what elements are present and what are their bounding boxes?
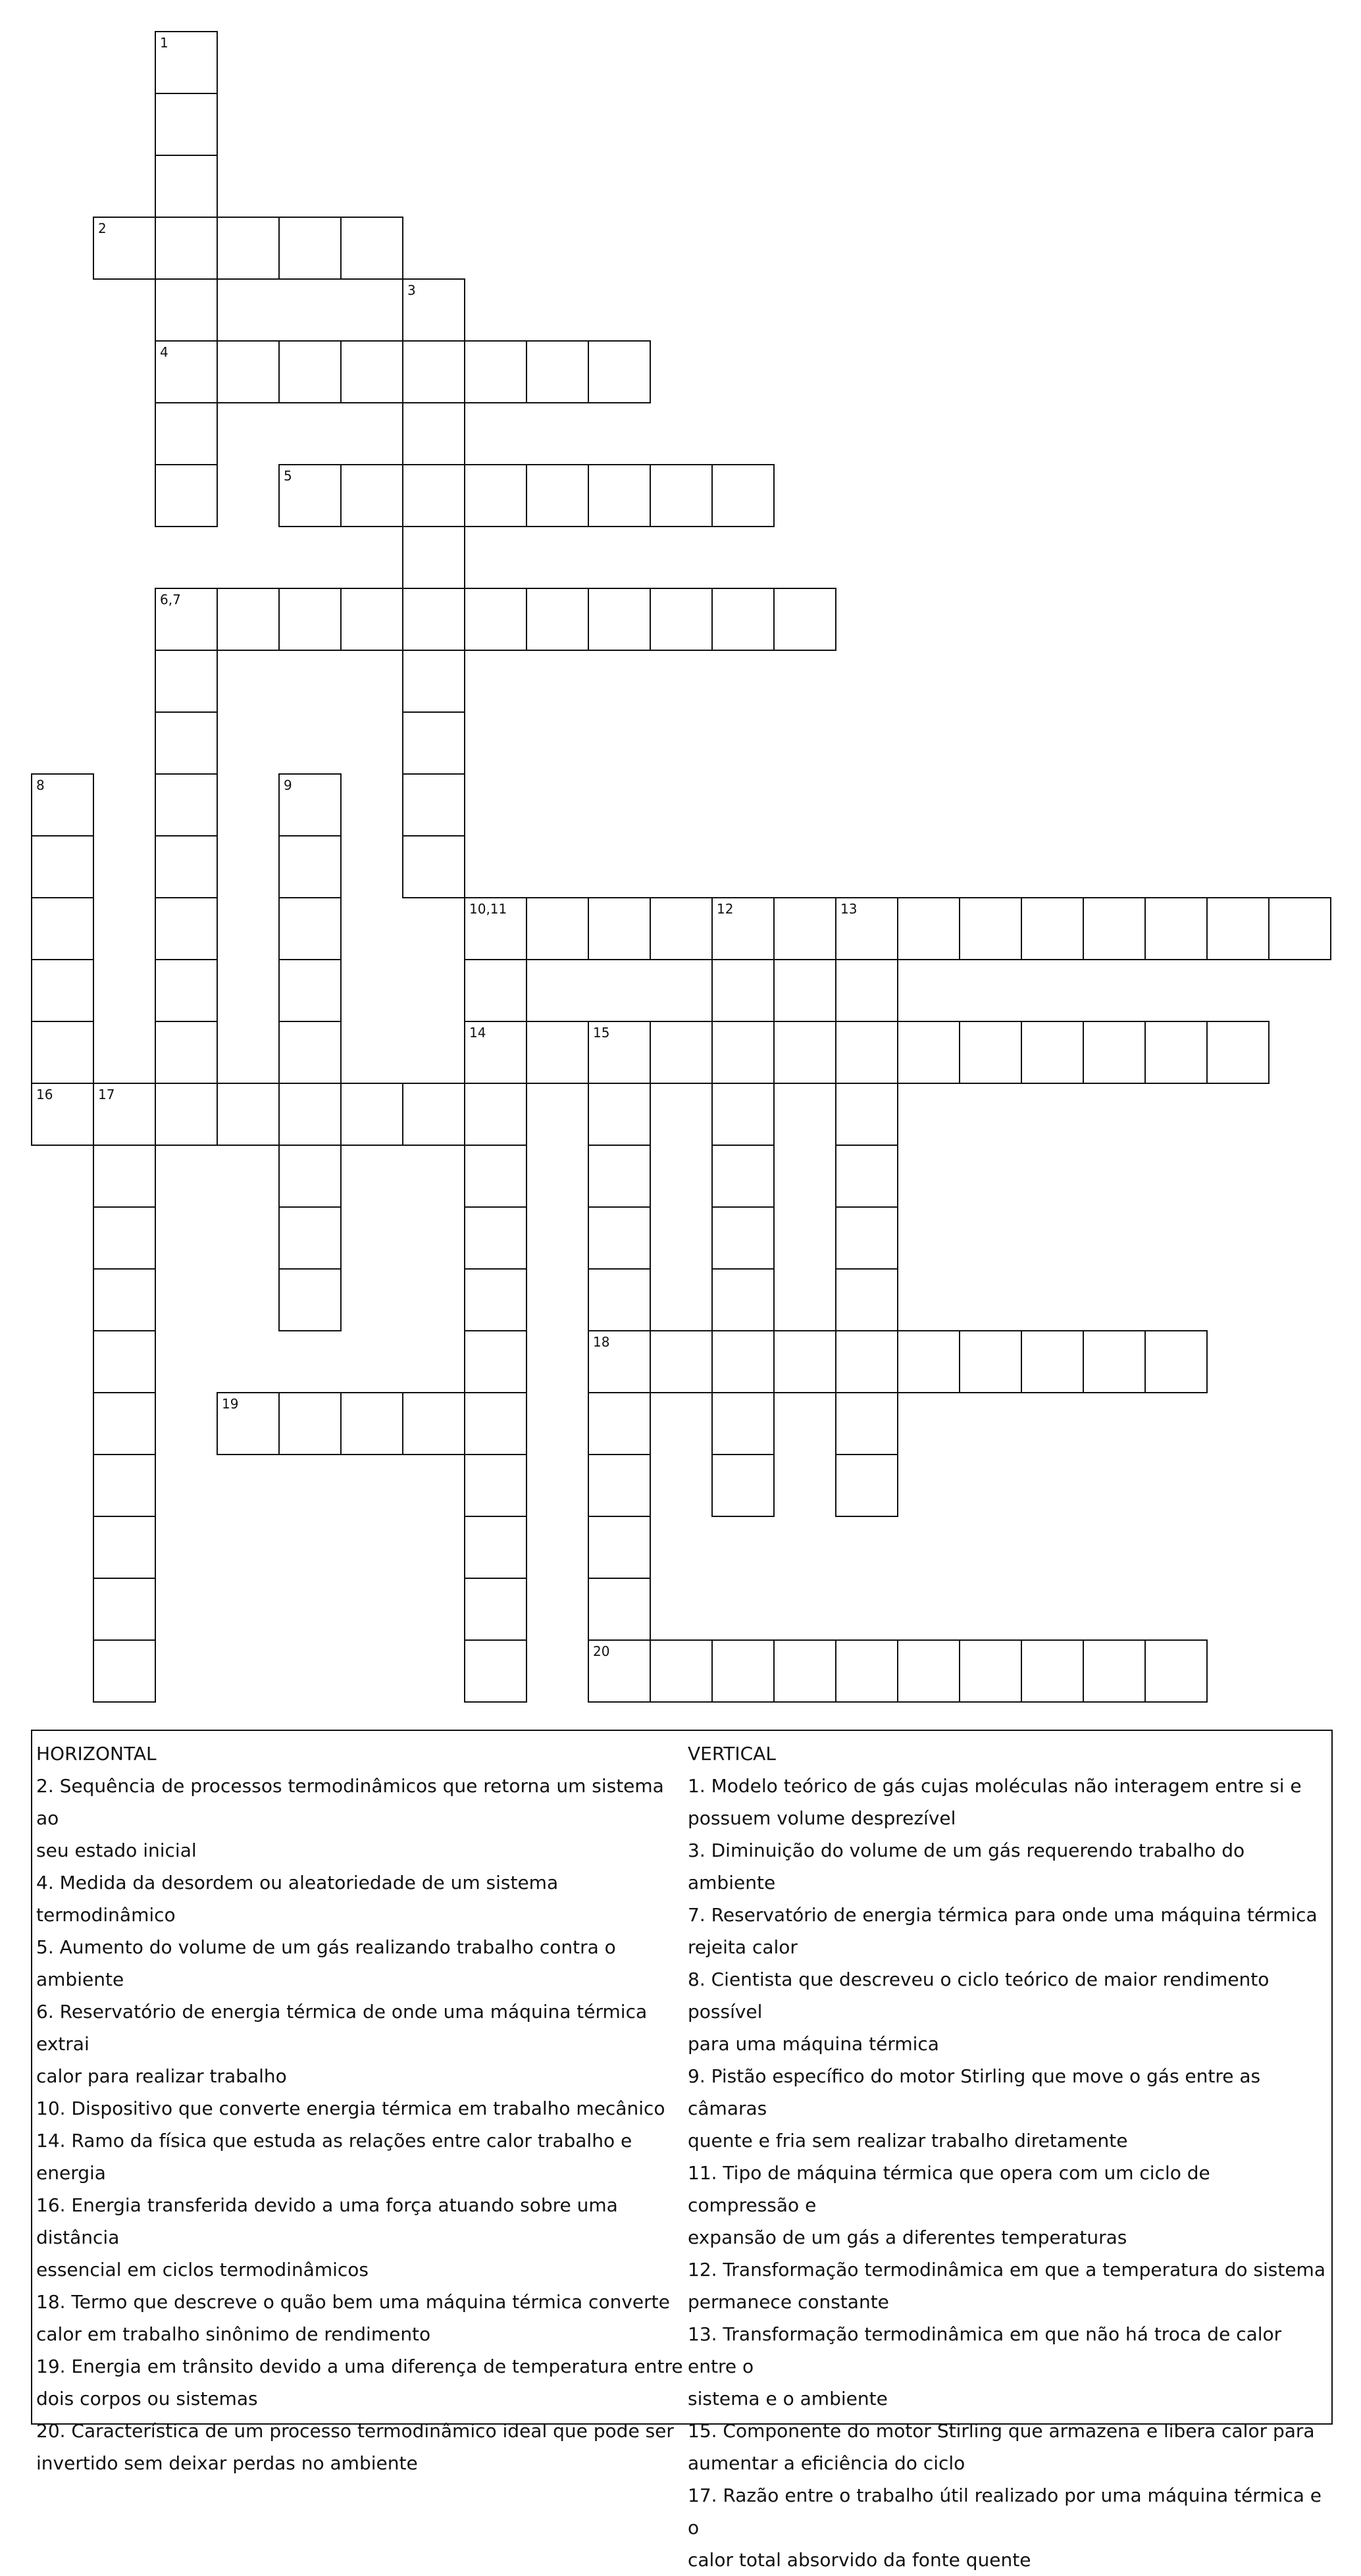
crossword-cell[interactable] <box>1268 897 1331 960</box>
crossword-cell[interactable] <box>93 1083 156 1146</box>
crossword-cell[interactable] <box>402 526 465 589</box>
crossword-cell[interactable] <box>93 1268 156 1331</box>
crossword-cell[interactable] <box>93 217 156 280</box>
crossword-cell[interactable] <box>93 1392 156 1455</box>
clue-line: calor total absorvido da fonte quente <box>688 2549 1031 2571</box>
crossword-cell[interactable] <box>773 1021 836 1084</box>
crossword-cell[interactable] <box>93 1578 156 1641</box>
crossword-cell[interactable] <box>217 340 280 403</box>
crossword-cell[interactable] <box>464 1516 527 1579</box>
crossword-cell[interactable] <box>155 340 218 403</box>
crossword-cell[interactable] <box>340 464 403 527</box>
crossword-cell[interactable] <box>526 588 589 651</box>
clue-line: 8. Cientista que descreveu o ciclo teórico de maior rendimento possível <box>688 1969 1270 2022</box>
crossword-cell[interactable] <box>526 897 589 960</box>
crossword-cell[interactable] <box>711 959 775 1022</box>
crossword-cell[interactable] <box>340 1392 403 1455</box>
crossword-cell[interactable] <box>464 959 527 1022</box>
crossword-cell[interactable] <box>588 588 651 651</box>
crossword-cell[interactable] <box>464 1268 527 1331</box>
crossword-cell[interactable] <box>711 1454 775 1517</box>
clue-line: 14. Ramo da física que estuda as relações entre calor trabalho e energia <box>36 2130 632 2184</box>
crossword-cell[interactable] <box>93 1516 156 1579</box>
crossword-cell[interactable] <box>464 1578 527 1641</box>
crossword-cell[interactable] <box>897 897 960 960</box>
clue-line: 18. Termo que descreve o quão bem uma máquina térmica converte <box>36 2291 670 2313</box>
clues-box <box>31 1730 1333 2571</box>
crossword-cell[interactable] <box>650 1021 713 1084</box>
crossword-cell[interactable] <box>1083 1639 1146 1703</box>
horizontal-clues <box>36 1738 684 2479</box>
crossword-cell[interactable] <box>588 1578 651 1641</box>
clue-line: calor em trabalho sinônimo de rendimento <box>36 2323 431 2345</box>
crossword-cell[interactable] <box>155 711 218 775</box>
crossword-cell[interactable] <box>402 1083 465 1146</box>
crossword-cell[interactable] <box>155 402 218 465</box>
crossword-cell[interactable] <box>31 773 94 837</box>
clue-number: 18 <box>593 1334 610 1350</box>
crossword-cell[interactable] <box>588 1021 651 1084</box>
clue-line: aumentar a eficiência do ciclo <box>688 2452 965 2474</box>
crossword-cell[interactable] <box>155 897 218 960</box>
crossword-cell[interactable] <box>278 1145 342 1208</box>
crossword-cell[interactable] <box>278 897 342 960</box>
crossword-cell[interactable] <box>155 588 218 651</box>
crossword-cell[interactable] <box>897 1330 960 1393</box>
crossword-cell[interactable] <box>711 1083 775 1146</box>
clue-line: 20. Característica de um processo termodinâmico ideal que pode ser <box>36 2420 674 2442</box>
crossword-cell[interactable] <box>711 1145 775 1208</box>
clue-number: 2 <box>98 220 107 236</box>
clue-line: seu estado inicial <box>36 1840 197 1861</box>
clue-number: 10,11 <box>469 901 507 917</box>
crossword-cell[interactable] <box>155 1021 218 1084</box>
crossword-cell[interactable] <box>588 1083 651 1146</box>
crossword-cell[interactable] <box>464 588 527 651</box>
crossword-cell[interactable] <box>1144 1639 1208 1703</box>
crossword-cell[interactable] <box>650 1330 713 1393</box>
clue-number: 17 <box>98 1087 115 1102</box>
crossword-cell[interactable] <box>464 1392 527 1455</box>
crossword-cell[interactable] <box>959 1330 1022 1393</box>
crossword-cell[interactable] <box>711 1392 775 1455</box>
crossword-cell[interactable] <box>31 1021 94 1084</box>
crossword-cell[interactable] <box>278 1021 342 1084</box>
clue-line: possuem volume desprezível <box>688 1807 956 1829</box>
crossword-cell[interactable] <box>959 897 1022 960</box>
crossword-cell[interactable] <box>835 1330 898 1393</box>
crossword-cell[interactable] <box>1021 1021 1084 1084</box>
crossword-cell[interactable] <box>402 464 465 527</box>
crossword-cell[interactable] <box>1021 1330 1084 1393</box>
crossword-cell[interactable] <box>711 588 775 651</box>
crossword-cell[interactable] <box>93 1206 156 1270</box>
clue-number: 20 <box>593 1643 610 1659</box>
crossword-cell[interactable] <box>217 1392 280 1455</box>
crossword-cell[interactable] <box>835 1021 898 1084</box>
crossword-cell[interactable] <box>526 464 589 527</box>
clue-number: 9 <box>284 777 292 793</box>
crossword-cell[interactable] <box>835 897 898 960</box>
crossword-cell[interactable] <box>278 340 342 403</box>
crossword-cell[interactable] <box>278 773 342 837</box>
crossword-cell[interactable] <box>835 1639 898 1703</box>
clue-line: 7. Reservatório de energia térmica para onde uma máquina térmica <box>688 1904 1318 1926</box>
clue-line: 4. Medida da desordem ou aleatoriedade de um sistema termodinâmico <box>36 1872 559 1926</box>
crossword-cell[interactable] <box>650 588 713 651</box>
crossword-cell[interactable] <box>340 1083 403 1146</box>
crossword-cell[interactable] <box>1083 1021 1146 1084</box>
crossword-cell[interactable] <box>217 1083 280 1146</box>
clue-line: 15. Componente do motor Stirling que armazena e libera calor para <box>688 2420 1315 2442</box>
crossword-cell[interactable] <box>278 1392 342 1455</box>
clue-line: 10. Dispositivo que converte energia térmica em trabalho mecânico <box>36 2098 665 2119</box>
clue-number: 13 <box>840 901 858 917</box>
clue-number: 19 <box>222 1396 239 1412</box>
clue-line: 12. Transformação termodinâmica em que a temperatura do sistema <box>688 2259 1325 2280</box>
crossword-cell[interactable] <box>402 711 465 775</box>
clue-line: permanece constante <box>688 2291 889 2313</box>
crossword-cell[interactable] <box>835 1392 898 1455</box>
crossword-cell[interactable] <box>278 1268 342 1331</box>
crossword-cell[interactable] <box>155 217 218 280</box>
crossword-cell[interactable] <box>340 588 403 651</box>
crossword-cell[interactable] <box>835 1268 898 1331</box>
crossword-cell[interactable] <box>402 278 465 342</box>
crossword-cell[interactable] <box>650 464 713 527</box>
crossword-cell[interactable] <box>93 1145 156 1208</box>
crossword-cell[interactable] <box>1144 897 1208 960</box>
clue-line: essencial em ciclos termodinâmicos <box>36 2259 369 2280</box>
crossword-cell[interactable] <box>588 1516 651 1579</box>
crossword-cell[interactable] <box>155 835 218 898</box>
crossword-cell[interactable] <box>897 1639 960 1703</box>
crossword-cell[interactable] <box>155 650 218 713</box>
crossword-cell[interactable] <box>402 835 465 898</box>
crossword-cell[interactable] <box>402 773 465 837</box>
crossword-cell[interactable] <box>588 1392 651 1455</box>
clue-line: dois corpos ou sistemas <box>36 2388 258 2409</box>
clue-number: 1 <box>160 35 168 51</box>
crossword-cell[interactable] <box>773 897 836 960</box>
crossword-cell[interactable] <box>897 1021 960 1084</box>
crossword-cell[interactable] <box>464 1021 527 1084</box>
crossword-cell[interactable] <box>711 1206 775 1270</box>
crossword-cell[interactable] <box>1083 1330 1146 1393</box>
clue-number: 4 <box>160 344 168 360</box>
crossword-cell[interactable] <box>588 340 651 403</box>
crossword-cell[interactable] <box>93 1639 156 1703</box>
crossword-cell[interactable] <box>835 1083 898 1146</box>
crossword-cell[interactable] <box>835 1206 898 1270</box>
crossword-cell[interactable] <box>31 835 94 898</box>
crossword-cell[interactable] <box>1021 1639 1084 1703</box>
crossword-cell[interactable] <box>464 1639 527 1703</box>
clue-line: expansão de um gás a diferentes temperaturas <box>688 2227 1127 2248</box>
crossword-cell[interactable] <box>155 155 218 218</box>
crossword-cell[interactable] <box>1083 897 1146 960</box>
crossword-cell[interactable] <box>1144 1330 1208 1393</box>
clue-line: 5. Aumento do volume de um gás realizando trabalho contra o ambiente <box>36 1936 616 1990</box>
crossword-cell[interactable] <box>464 1330 527 1393</box>
crossword-cell[interactable] <box>711 897 775 960</box>
crossword-cell[interactable] <box>588 1145 651 1208</box>
crossword-cell[interactable] <box>402 402 465 465</box>
clue-line: calor para realizar trabalho <box>36 2065 287 2087</box>
clue-number: 14 <box>469 1025 486 1041</box>
horizontal-heading: HORIZONTAL <box>36 1743 157 1765</box>
crossword-cell[interactable] <box>464 1083 527 1146</box>
crossword-cell[interactable] <box>1206 897 1270 960</box>
crossword-cell[interactable] <box>773 1639 836 1703</box>
crossword-cell[interactable] <box>402 588 465 651</box>
crossword-cell[interactable] <box>155 959 218 1022</box>
crossword-cell[interactable] <box>278 1206 342 1270</box>
crossword-cell[interactable] <box>959 1021 1022 1084</box>
clue-number: 6,7 <box>160 592 181 607</box>
crossword-cell[interactable] <box>711 1330 775 1393</box>
crossword-cell[interactable] <box>711 464 775 527</box>
crossword-cell[interactable] <box>155 93 218 156</box>
crossword-cell[interactable] <box>588 1454 651 1517</box>
crossword-cell[interactable] <box>217 217 280 280</box>
crossword-cell[interactable] <box>464 897 527 960</box>
crossword-cell[interactable] <box>93 1454 156 1517</box>
crossword-cell[interactable] <box>588 897 651 960</box>
clue-line: rejeita calor <box>688 1936 798 1958</box>
clue-line: 1. Modelo teórico de gás cujas moléculas não interagem entre si e <box>688 1775 1302 1797</box>
vertical-clues <box>688 1738 1326 2576</box>
crossword-cell[interactable] <box>959 1639 1022 1703</box>
crossword-cell[interactable] <box>31 1083 94 1146</box>
crossword-cell[interactable] <box>464 1206 527 1270</box>
clue-number: 16 <box>36 1087 53 1102</box>
crossword-cell[interactable] <box>1021 897 1084 960</box>
clue-line: 13. Transformação termodinâmica em que não há troca de calor entre o <box>688 2323 1282 2377</box>
crossword-cell[interactable] <box>31 897 94 960</box>
crossword-cell[interactable] <box>402 650 465 713</box>
crossword-cell[interactable] <box>155 773 218 837</box>
crossword-cell[interactable] <box>155 464 218 527</box>
crossword-cell[interactable] <box>526 340 589 403</box>
crossword-cell[interactable] <box>588 464 651 527</box>
clue-line: 9. Pistão específico do motor Stirling que move o gás entre as câmaras <box>688 2065 1261 2119</box>
clue-line: 2. Sequência de processos termodinâmicos que retorna um sistema ao <box>36 1775 664 1829</box>
crossword-cell[interactable] <box>155 31 218 94</box>
crossword-cell[interactable] <box>278 464 342 527</box>
vertical-heading: VERTICAL <box>688 1743 776 1765</box>
crossword-cell[interactable] <box>340 340 403 403</box>
crossword-cell[interactable] <box>464 464 527 527</box>
clue-line: 11. Tipo de máquina térmica que opera com um ciclo de compressão e <box>688 2162 1210 2216</box>
clue-number: 12 <box>717 901 734 917</box>
crossword-cell[interactable] <box>402 340 465 403</box>
crossword-cell[interactable] <box>650 897 713 960</box>
clue-line: quente e fria sem realizar trabalho diretamente <box>688 2130 1128 2151</box>
crossword-cell[interactable] <box>464 1145 527 1208</box>
crossword-cell[interactable] <box>278 835 342 898</box>
crossword-cell[interactable] <box>711 1639 775 1703</box>
crossword-cell[interactable] <box>650 1639 713 1703</box>
clue-line: 6. Reservatório de energia térmica de onde uma máquina térmica extrai <box>36 2001 648 2055</box>
crossword-cell[interactable] <box>278 959 342 1022</box>
clue-line: para uma máquina térmica <box>688 2033 939 2055</box>
crossword-cell[interactable] <box>526 1021 589 1084</box>
crossword-cell[interactable] <box>835 1454 898 1517</box>
crossword-cell[interactable] <box>773 1330 836 1393</box>
crossword-cell[interactable] <box>835 959 898 1022</box>
crossword-cell[interactable] <box>588 1639 651 1703</box>
clue-line: 19. Energia em trânsito devido a uma diferença de temperatura entre <box>36 2356 683 2377</box>
crossword-cell[interactable] <box>1206 1021 1270 1084</box>
clue-number: 3 <box>407 282 416 298</box>
crossword-cell[interactable] <box>464 1454 527 1517</box>
clue-line: 16. Energia transferida devido a uma força atuando sobre uma distância <box>36 2194 618 2248</box>
clue-number: 15 <box>593 1025 610 1041</box>
crossword-cell[interactable] <box>155 1083 218 1146</box>
crossword-cell[interactable] <box>217 588 280 651</box>
crossword-cell[interactable] <box>588 1268 651 1331</box>
crossword-cell[interactable] <box>1144 1021 1208 1084</box>
crossword-cell[interactable] <box>278 1083 342 1146</box>
clue-number: 5 <box>284 468 292 484</box>
crossword-cell[interactable] <box>155 278 218 342</box>
crossword-cell[interactable] <box>711 1268 775 1331</box>
crossword-cell[interactable] <box>340 217 403 280</box>
crossword-cell[interactable] <box>773 588 836 651</box>
crossword-cell[interactable] <box>588 1330 651 1393</box>
clue-line: 3. Diminuição do volume de um gás requerendo trabalho do ambiente <box>688 1840 1245 1893</box>
crossword-cell[interactable] <box>278 217 342 280</box>
crossword-cell[interactable] <box>464 340 527 403</box>
crossword-cell[interactable] <box>402 1392 465 1455</box>
crossword-cell[interactable] <box>835 1145 898 1208</box>
clue-number: 8 <box>36 777 45 793</box>
crossword-cell[interactable] <box>93 1330 156 1393</box>
crossword-cell[interactable] <box>711 1021 775 1084</box>
crossword-cell[interactable] <box>588 1206 651 1270</box>
clue-line: 17. Razão entre o trabalho útil realizado por uma máquina térmica e o <box>688 2485 1322 2538</box>
clue-line: sistema e o ambiente <box>688 2388 888 2409</box>
clue-line: invertido sem deixar perdas no ambiente <box>36 2452 418 2474</box>
crossword-cell[interactable] <box>278 588 342 651</box>
crossword-cell[interactable] <box>31 959 94 1022</box>
